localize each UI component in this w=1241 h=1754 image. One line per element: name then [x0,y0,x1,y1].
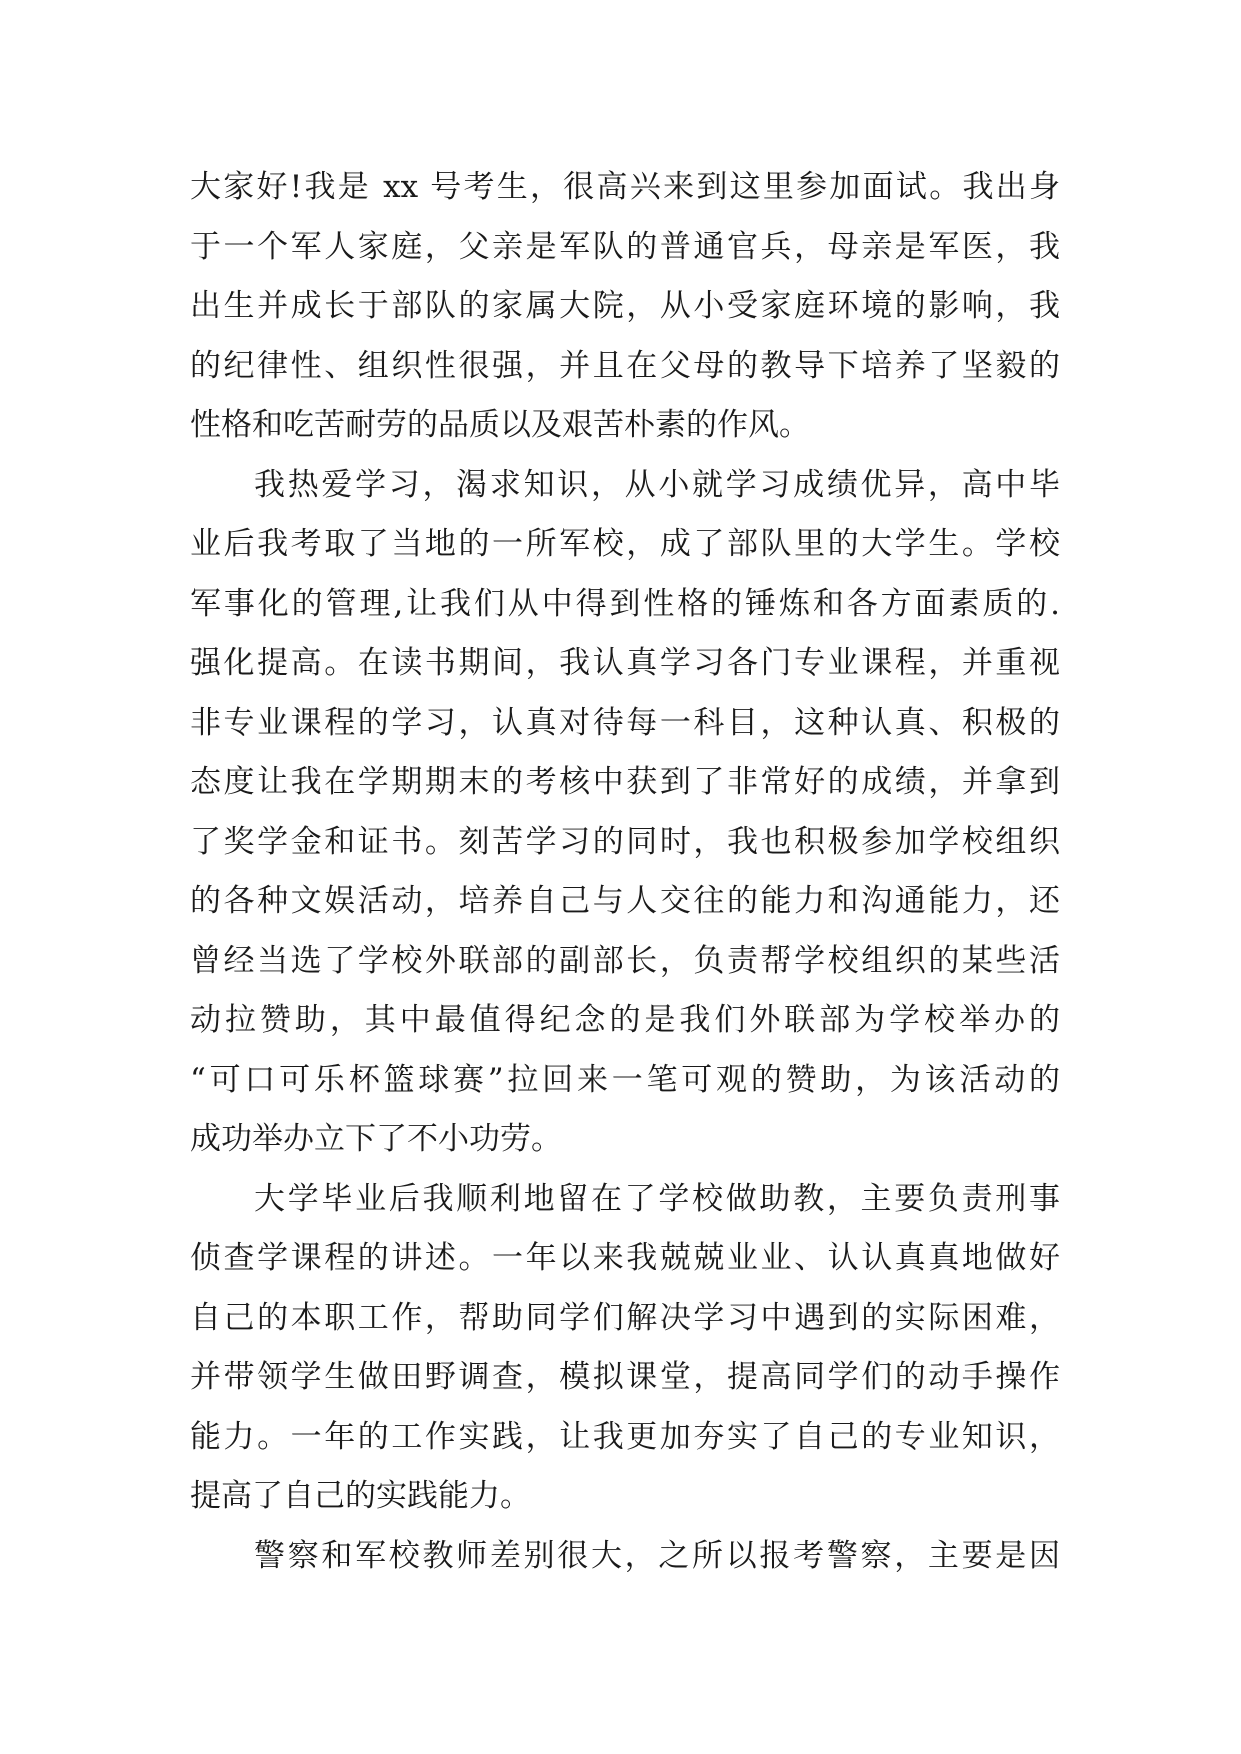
text-line: 非专业课程的学习，认真对待每一科目，这种认真、积极的 [190,704,1060,741]
text-line: 军事化的管理,让我们从中得到性格的锤炼和各方面素质的. [190,585,1060,622]
text-line: 大家好!我是 xx 号考生，很高兴来到这里参加面试。我出身 [190,169,1060,205]
text-line: 业后我考取了当地的一所军校，成了部队里的大学生。学校 [190,526,1060,562]
text-line: 的纪律性、组织性很强，并且在父母的教导下培养了坚毅的 [190,347,1060,384]
text-line: 性格和吃苦耐劳的品质以及艰苦朴素的作风。 [190,407,810,443]
text-line: 于一个军人家庭，父亲是军队的普通官兵，母亲是军医，我 [190,228,1060,265]
text-line: 并带领学生做田野调查，模拟课堂，提高同学们的动手操作 [190,1359,1060,1395]
text-line: 警察和军校教师差别很大，之所以报考警察，主要是因 [254,1537,1060,1574]
text-line: 强化提高。在读书期间，我认真学习各门专业课程，并重视 [190,645,1060,681]
text-line: 动拉赞助，其中最值得纪念的是我们外联部为学校举办的 [190,1002,1060,1038]
text-line: 的各种文娱活动，培养自己与人交往的能力和沟通能力，还 [190,883,1060,919]
text-line: 出生并成长于部队的家属大院，从小受家庭环境的影响，我 [190,288,1060,324]
text-line: “可口可乐杯篮球赛”拉回来一笔可观的赞助，为该活动的 [190,1061,1060,1098]
text-line: 成功举办立下了不小功劳。 [190,1121,562,1157]
text-line: 了奖学金和证书。刻苦学习的同时，我也积极参加学校组织 [190,823,1060,860]
text-line: 态度让我在学期期末的考核中获到了非常好的成绩，并拿到 [190,764,1060,800]
text-line: 侦查学课程的讲述。一年以来我兢兢业业、认认真真地做好 [190,1240,1060,1276]
document-body [190,158,1060,1586]
text-line: 提高了自己的实践能力。 [190,1478,531,1514]
text-line: 我热爱学习，渴求知识，从小就学习成绩优异，高中毕 [254,466,1060,503]
text-line: 大学毕业后我顺利地留在了学校做助教，主要负责刑事 [254,1180,1060,1217]
text-line: 曾经当选了学校外联部的副部长，负责帮学校组织的某些活 [190,942,1060,979]
text-line: 能力。一年的工作实践，让我更加夯实了自己的专业知识， [190,1418,1060,1455]
text-line: 自己的本职工作，帮助同学们解决学习中遇到的实际困难， [190,1299,1060,1336]
